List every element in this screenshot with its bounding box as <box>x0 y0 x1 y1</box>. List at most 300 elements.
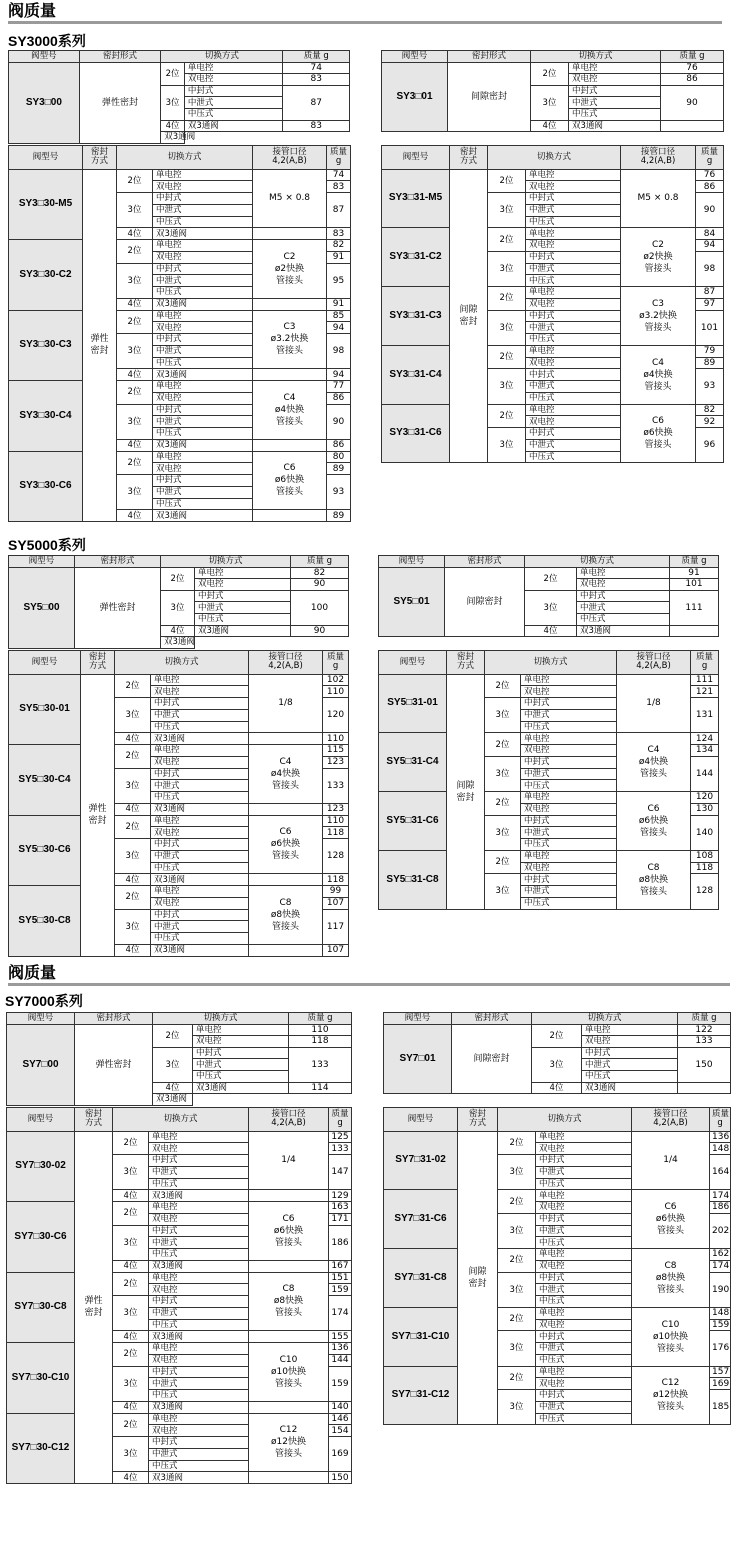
cell-line: 质量 <box>701 147 719 158</box>
mass-value: 151 <box>329 1272 352 1284</box>
port-size <box>253 298 327 310</box>
header-switching: 切换方式 <box>485 651 617 675</box>
switching-method: 中封式 <box>526 251 621 263</box>
header-port-size <box>632 1108 710 1132</box>
cell-line: 方式 <box>456 661 474 672</box>
cell-line: C2 <box>283 251 296 262</box>
mass-value: 86 <box>327 392 351 404</box>
switching-method: 双3通阀 <box>161 637 195 649</box>
seal-form: 间隙密封 <box>452 1024 532 1094</box>
position-label: 2位 <box>488 228 526 252</box>
switching-method: 双3通阀 <box>193 1082 289 1094</box>
switching-method: 中泄式 <box>153 275 253 287</box>
position-label: 4位 <box>117 298 153 310</box>
cell-line: ø2快换 <box>643 252 673 263</box>
mass-value: 87 <box>327 193 351 228</box>
mass-value: 169 <box>710 1378 731 1390</box>
position-label: 3位 <box>485 874 521 909</box>
switching-method: 单电控 <box>184 62 283 74</box>
position-label: 4位 <box>525 625 577 637</box>
cell-line: 管接头 <box>657 1284 685 1295</box>
switching-method: 双3通阀 <box>153 510 253 522</box>
position-label: 2位 <box>485 850 521 874</box>
position-label: 4位 <box>532 1082 582 1094</box>
switching-method: 双3通阀 <box>149 1401 249 1413</box>
mass-value: 133 <box>678 1036 731 1048</box>
header-valve-model: 阀型号 <box>7 1108 75 1132</box>
cell-line: 方式 <box>84 1118 102 1129</box>
table-row <box>7 1202 352 1214</box>
cell-line: 密封 <box>468 1278 487 1289</box>
position-label: 3位 <box>498 1155 536 1190</box>
position-label: 4位 <box>115 944 151 956</box>
cell-line: 密封 <box>456 792 475 803</box>
switching-method: 中泄式 <box>536 1166 632 1178</box>
mass-value: 84 <box>696 228 724 240</box>
header-mass <box>329 1108 352 1132</box>
cell-line: 质量 <box>331 1109 349 1120</box>
port-size <box>617 850 691 909</box>
cell-line: C12 <box>661 1378 680 1389</box>
switching-method: 双电控 <box>569 74 661 86</box>
table-row <box>384 1307 731 1319</box>
cell-line: 4,2(A,B) <box>653 1118 688 1129</box>
port-size <box>253 369 327 381</box>
table-row <box>384 1024 731 1036</box>
mass-value: 111 <box>670 590 719 625</box>
cell-line: ø6快换 <box>270 839 301 850</box>
mass-value: 83 <box>283 74 350 86</box>
position-label: 2位 <box>498 1366 536 1390</box>
mass-value: 169 <box>329 1437 352 1472</box>
position-label: 2位 <box>113 1202 149 1226</box>
cell-line: g <box>335 156 342 167</box>
switching-method: 中泄式 <box>153 416 253 428</box>
switching-method: 中泄式 <box>195 602 291 614</box>
cell-line: 4,2(A,B) <box>636 661 671 672</box>
cell-line: 4,2(A,B) <box>272 156 307 167</box>
cell-line: C8 <box>282 1284 295 1295</box>
position-label: 4位 <box>117 228 153 240</box>
cell-line: 接管口径 <box>636 652 671 663</box>
mass-value: 74 <box>327 169 351 181</box>
table-row <box>7 1024 352 1036</box>
table-row <box>382 62 724 74</box>
mass-value: 186 <box>710 1202 731 1214</box>
switching-method: 中封式 <box>149 1366 249 1378</box>
position-label: 3位 <box>532 1047 582 1082</box>
switching-method: 中压式 <box>582 1070 678 1082</box>
port-size <box>617 674 691 733</box>
position-label: 3位 <box>117 193 153 228</box>
mass-value: 190 <box>710 1272 731 1307</box>
switching-method: 双电控 <box>536 1319 632 1331</box>
mass-value: 185 <box>710 1390 731 1425</box>
table-row <box>379 733 719 745</box>
cell-line: 4,2(A,B) <box>268 661 303 672</box>
mass-value: 124 <box>691 733 719 745</box>
table-row <box>382 146 724 170</box>
header-mass: 质量 g <box>283 51 350 63</box>
mass-value: 89 <box>327 510 351 522</box>
port-size <box>249 1413 329 1472</box>
cell-line: 管接头 <box>276 416 304 427</box>
switching-method: 中泄式 <box>151 921 249 933</box>
mass-table-sy3000-30 <box>8 145 351 522</box>
mass-value: 174 <box>710 1260 731 1272</box>
mass-value: 150 <box>678 1047 731 1082</box>
mass-value <box>678 1082 731 1094</box>
switching-method: 中压式 <box>149 1319 249 1331</box>
switching-method: 中压式 <box>536 1237 632 1249</box>
series-title-sy3000 <box>8 33 86 50</box>
switching-method: 中压式 <box>521 721 617 733</box>
table-row <box>9 886 349 898</box>
header-switching: 切换方式 <box>498 1108 632 1132</box>
position-label: 3位 <box>531 85 569 120</box>
cell-line: 方式 <box>90 156 108 167</box>
mass-value: 140 <box>329 1401 352 1413</box>
port-size <box>621 287 696 346</box>
header-seal-form <box>447 651 485 675</box>
mass-table-sy3000-31 <box>381 145 724 463</box>
switching-method: 单电控 <box>526 169 621 181</box>
table-row <box>9 651 349 675</box>
seal-form: 弹性密封 <box>79 62 160 143</box>
mass-value: 110 <box>323 686 349 698</box>
switching-method: 双电控 <box>521 686 617 698</box>
mass-table-sy7000-30 <box>6 1107 352 1484</box>
port-size <box>249 1331 329 1343</box>
switching-method: 中压式 <box>526 392 621 404</box>
table-row <box>382 345 724 357</box>
position-label: 2位 <box>113 1413 149 1437</box>
valve-model: SY7□30-C12 <box>7 1413 75 1484</box>
port-size <box>249 674 323 733</box>
valve-model: SY3□31-C6 <box>382 404 450 463</box>
switching-method: 中泄式 <box>536 1284 632 1296</box>
cell-line: 方式 <box>459 156 477 167</box>
switching-method: 中泄式 <box>149 1237 249 1249</box>
position-label: 3位 <box>498 1272 536 1307</box>
table-row <box>382 228 724 240</box>
cell-line: 管接头 <box>644 322 672 333</box>
switching-method: 单电控 <box>521 733 617 745</box>
valve-model: SY3□31-C2 <box>382 228 450 287</box>
switching-method: 双电控 <box>536 1143 632 1155</box>
cell-line: g <box>717 1118 723 1129</box>
switching-method: 单电控 <box>577 567 670 579</box>
position-label: 3位 <box>113 1437 149 1472</box>
seal-form <box>81 674 115 956</box>
mass-value: 118 <box>323 874 349 886</box>
cell-line: C8 <box>664 1260 677 1271</box>
series-name: SY3000 <box>8 33 58 49</box>
header-seal-form <box>450 146 488 170</box>
mass-value: 90 <box>291 625 349 637</box>
position-label: 3位 <box>488 193 526 228</box>
mass-value: 108 <box>691 850 719 862</box>
switching-method: 中封式 <box>149 1437 249 1449</box>
header-valve-model: 阀型号 <box>379 556 445 568</box>
cell-line: 间隙 <box>459 304 478 315</box>
mass-value: 100 <box>291 590 349 625</box>
switching-method: 中压式 <box>151 862 249 874</box>
cell-line: 4,2(A,B) <box>271 1118 306 1129</box>
cell-line: ø4快换 <box>270 768 301 779</box>
valve-model: SY3□31-M5 <box>382 169 450 228</box>
cell-line: 管接头 <box>644 264 672 275</box>
mass-value: 154 <box>329 1425 352 1437</box>
mass-value: 76 <box>696 169 724 181</box>
switching-method: 单电控 <box>536 1366 632 1378</box>
table-row <box>9 451 351 463</box>
seal-form <box>447 674 485 909</box>
switching-method: 双电控 <box>582 1036 678 1048</box>
header-valve-model: 阀型号 <box>382 51 448 63</box>
cell-line: C6 <box>652 416 665 427</box>
mass-value: 130 <box>691 803 719 815</box>
switching-method: 双电控 <box>526 298 621 310</box>
cell-line: ø12快换 <box>271 1437 306 1448</box>
table-row <box>9 51 350 63</box>
position-label: 2位 <box>488 404 526 428</box>
header-port-size <box>249 1108 329 1132</box>
switching-method: 单电控 <box>569 62 661 74</box>
valve-model: SY5□30-C4 <box>9 745 81 816</box>
port-size <box>617 733 691 792</box>
switching-method: 单电控 <box>536 1307 632 1319</box>
table-row <box>9 169 351 181</box>
position-label: 4位 <box>113 1260 149 1272</box>
switching-method: 双3通阀 <box>577 625 670 637</box>
port-size <box>249 886 323 945</box>
position-label: 3位 <box>117 404 153 439</box>
mass-table-sy7000-00 <box>6 1012 352 1106</box>
cell-line: C4 <box>652 357 665 368</box>
position-label: 3位 <box>485 698 521 733</box>
port-size <box>632 1249 710 1308</box>
cell-line: ø4快换 <box>274 404 305 415</box>
series-name: SY7000 <box>5 993 55 1009</box>
port-size <box>249 1190 329 1202</box>
switching-method: 中压式 <box>149 1390 249 1402</box>
switching-method: 中封式 <box>536 1155 632 1167</box>
switching-method: 中压式 <box>149 1249 249 1261</box>
mass-table-sy3000-01 <box>381 50 724 132</box>
port-size <box>249 803 323 815</box>
switching-method: 中封式 <box>149 1155 249 1167</box>
valve-model: SY7□30-C6 <box>7 1202 75 1273</box>
cell-line: C6 <box>647 803 660 814</box>
switching-method: 双电控 <box>193 1036 289 1048</box>
cell-line: 密封 <box>90 147 108 158</box>
mass-value: 171 <box>329 1213 352 1225</box>
table-row <box>9 381 351 393</box>
header-seal-form <box>81 651 115 675</box>
position-label: 3位 <box>113 1225 149 1260</box>
switching-method: 单电控 <box>536 1131 632 1143</box>
mass-value: 91 <box>327 298 351 310</box>
switching-method: 中封式 <box>149 1296 249 1308</box>
cell-line: ø6快换 <box>638 815 669 826</box>
valve-model: SY7□31-C6 <box>384 1190 458 1249</box>
cell-line: 间隙 <box>468 1266 487 1277</box>
switching-method: 中泄式 <box>536 1401 632 1413</box>
mass-value: 159 <box>329 1366 352 1401</box>
switching-method: 单电控 <box>149 1131 249 1143</box>
port-size <box>249 815 323 874</box>
switching-method: 双电控 <box>149 1143 249 1155</box>
switching-method: 中泄式 <box>521 768 617 780</box>
mass-value: 150 <box>329 1472 352 1484</box>
mass-value: 90 <box>327 404 351 439</box>
switching-method: 单电控 <box>149 1202 249 1214</box>
valve-model: SY7□30-C10 <box>7 1343 75 1414</box>
mass-value <box>661 120 724 132</box>
position-label: 2位 <box>532 1024 582 1047</box>
cell-line: 方式 <box>468 1118 486 1129</box>
cell-line: ø8快换 <box>655 1272 686 1283</box>
switching-method: 单电控 <box>521 792 617 804</box>
position-label: 2位 <box>117 310 153 334</box>
switching-method: 双电控 <box>153 392 253 404</box>
position-label: 2位 <box>498 1307 536 1331</box>
switching-method: 中封式 <box>153 475 253 487</box>
switching-method: 中压式 <box>153 216 253 228</box>
mass-value: 133 <box>289 1047 352 1082</box>
position-label: 3位 <box>117 475 153 510</box>
cell-line: ø3.2快换 <box>639 310 677 321</box>
mass-value: 123 <box>323 756 349 768</box>
port-size <box>249 745 323 804</box>
position-label: 2位 <box>485 792 521 816</box>
mass-value: 136 <box>329 1343 352 1355</box>
series-title-sy7000 <box>5 993 83 1010</box>
mass-value: 110 <box>289 1024 352 1036</box>
port-size <box>253 451 327 510</box>
table-row <box>384 1366 731 1378</box>
position-label: 3位 <box>113 1366 149 1401</box>
table-row <box>9 146 351 170</box>
port-size <box>621 169 696 228</box>
port-size <box>253 310 327 369</box>
seal-form: 间隙密封 <box>448 62 531 132</box>
position-label: 4位 <box>115 733 151 745</box>
mass-value: 97 <box>696 298 724 310</box>
cell-line: 密封 <box>468 1109 486 1120</box>
cell-line: C8 <box>279 897 292 908</box>
switching-method: 双3通阀 <box>149 1331 249 1343</box>
cell-line: ø6快换 <box>273 1225 304 1236</box>
valve-model: SY7□31-C10 <box>384 1307 458 1366</box>
table-row <box>379 792 719 804</box>
valve-model: SY5□01 <box>379 567 445 637</box>
mass-value: 77 <box>327 381 351 393</box>
switching-method: 双电控 <box>577 579 670 591</box>
position-label: 2位 <box>498 1249 536 1273</box>
cell-line: 管接头 <box>272 780 300 791</box>
header-seal-form: 密封形式 <box>75 1013 153 1025</box>
switching-method: 中封式 <box>521 698 617 710</box>
valve-model: SY3□00 <box>9 62 80 143</box>
mass-table-sy7000-01 <box>383 1012 731 1094</box>
switching-method: 中泄式 <box>526 322 621 334</box>
cell-line: g <box>332 661 339 672</box>
cell-line: 弹性 <box>84 1296 103 1307</box>
switching-method: 双3通阀 <box>195 625 291 637</box>
cell-line: 1/4 <box>281 1155 296 1166</box>
switching-method: 中泄式 <box>521 886 617 898</box>
position-label: 3位 <box>161 85 185 120</box>
cell-line: 管接头 <box>276 346 304 357</box>
table-row <box>9 815 349 827</box>
position-label: 2位 <box>531 62 569 85</box>
position-label: 4位 <box>531 120 569 132</box>
mass-value: 74 <box>283 62 350 74</box>
mass-value <box>670 625 719 637</box>
position-label: 3位 <box>161 590 195 625</box>
position-label: 4位 <box>113 1472 149 1484</box>
header-switching: 切换方式 <box>115 651 249 675</box>
table-row <box>9 310 351 322</box>
valve-model: SY3□30-M5 <box>9 169 83 240</box>
cell-line: ø8快换 <box>270 909 301 920</box>
switching-method: 中压式 <box>521 780 617 792</box>
switching-method: 中封式 <box>151 698 249 710</box>
cell-line: C4 <box>647 745 660 756</box>
switching-method: 中封式 <box>153 263 253 275</box>
position-label: 2位 <box>485 674 521 698</box>
cell-line: ø6快换 <box>274 475 305 486</box>
cell-line: C10 <box>661 1319 680 1330</box>
cell-line: C6 <box>279 827 292 838</box>
port-size <box>632 1131 710 1190</box>
switching-method: 中封式 <box>526 310 621 322</box>
switching-method: 中泄式 <box>149 1307 249 1319</box>
switching-method: 中压式 <box>521 897 617 909</box>
mass-value: 133 <box>323 768 349 803</box>
cell-line: C6 <box>664 1202 677 1213</box>
valve-model: SY7□30-C8 <box>7 1272 75 1343</box>
position-label: 3位 <box>113 1155 149 1190</box>
series-suffix: 系列 <box>54 994 83 1010</box>
position-label: 4位 <box>117 439 153 451</box>
cell-line: 密封 <box>459 147 477 158</box>
position-label: 3位 <box>115 768 151 803</box>
cell-line: ø10快换 <box>653 1331 688 1342</box>
cell-line: C3 <box>283 322 296 333</box>
table-row <box>382 169 724 181</box>
position-label: 4位 <box>113 1331 149 1343</box>
switching-method: 双电控 <box>184 74 283 86</box>
mass-value: 111 <box>691 674 719 686</box>
seal-form <box>83 169 117 522</box>
switching-method: 中压式 <box>153 428 253 440</box>
position-label: 2位 <box>115 886 151 910</box>
switching-method: 中泄式 <box>149 1378 249 1390</box>
table-row <box>7 1013 352 1025</box>
position-label: 3位 <box>525 590 577 625</box>
position-label: 3位 <box>488 428 526 463</box>
mass-value: 125 <box>329 1131 352 1143</box>
valve-model: SY7□31-C12 <box>384 1366 458 1425</box>
cell-line: 间隙 <box>456 780 475 791</box>
cell-line: ø12快换 <box>653 1390 688 1401</box>
series-suffix: 系列 <box>57 538 86 554</box>
switching-method: 中泄式 <box>526 381 621 393</box>
switching-method: 中封式 <box>184 85 283 97</box>
